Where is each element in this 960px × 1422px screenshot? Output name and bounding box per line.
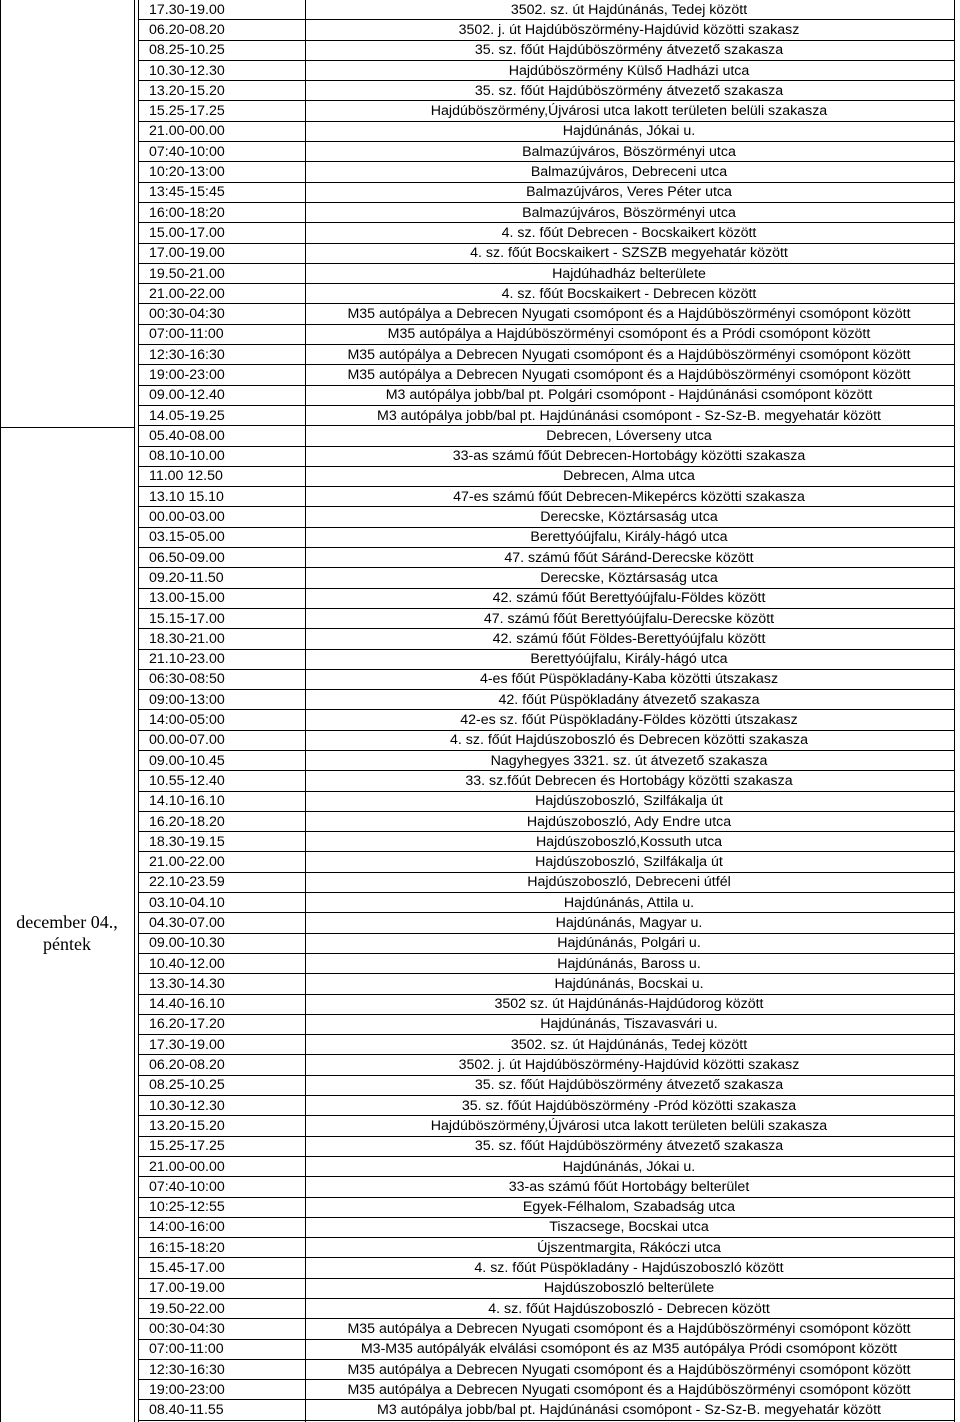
table-row <box>138 1177 954 1197</box>
table-row <box>138 81 954 101</box>
table-row <box>138 426 954 446</box>
location-cell: M3 autópálya jobb/bal pt. Hajdúnánási csomópont - Sz-Sz-B. megyehatár között <box>377 407 881 424</box>
location-cell: Hajdúhadház belterülete <box>552 265 706 282</box>
location-cell: M35 autópálya a Debrecen Nyugati csomópont és a Hajdúböszörményi csomópont között <box>347 366 911 383</box>
location-cell: 4. sz. főút Püspökladány - Hajdúszoboszló között <box>474 1260 784 1277</box>
table-row <box>138 1055 954 1075</box>
table-row <box>138 284 954 304</box>
table-row <box>138 507 954 527</box>
location-cell: Hajdúnánás, Jókai u. <box>562 1158 696 1175</box>
time-cell: 09.00-10.30 <box>149 935 225 952</box>
table-row <box>138 1238 954 1258</box>
location-cell: 4. sz. főút Hajdúszoboszló - Debrecen között <box>488 1300 770 1317</box>
table-row <box>138 1116 954 1136</box>
table-row <box>138 304 954 324</box>
time-cell: 06:30-08:50 <box>149 671 225 688</box>
table-row <box>138 0 954 20</box>
time-cell: 17.00-19.00 <box>149 1280 225 1297</box>
location-cell: Debrecen, Lóverseny utca <box>546 427 712 444</box>
location-cell: 4. sz. főút Bocskaikert - Debrecen között <box>501 285 757 302</box>
table-row <box>138 913 954 933</box>
time-cell: 07:00-11:00 <box>149 326 224 343</box>
date-column-border <box>134 0 135 1422</box>
time-cell: 10:20-13:00 <box>149 164 225 181</box>
location-cell: 3502 sz. út Hajdúnánás-Hajdúdorog között <box>494 996 764 1013</box>
time-cell: 16.20-18.20 <box>149 813 225 830</box>
table-row <box>138 223 954 243</box>
location-cell: 47-es számú főút Debrecen-Mikepércs közötti szakasza <box>453 488 805 505</box>
location-cell: 4. sz. főút Hajdúszoboszló és Debrecen közötti szakasza <box>449 732 809 749</box>
location-cell: Hajdúnánás, Jókai u. <box>562 123 696 140</box>
table-row <box>138 1137 954 1157</box>
time-cell: 04.30-07.00 <box>149 915 225 931</box>
table-row <box>138 61 954 81</box>
location-cell: Hajdúnánás, Magyar u. <box>555 915 703 931</box>
time-cell: 07:40-10:00 <box>149 143 225 160</box>
table-row <box>138 589 954 609</box>
time-cell: 06.50-09.00 <box>149 549 225 566</box>
location-cell: Hajdúböszörmény,Újvárosi utca lakott területen belüli szakasza <box>430 103 828 120</box>
time-cell: 13.20-15.20 <box>149 1117 225 1134</box>
table-row <box>138 609 954 629</box>
table-row <box>138 244 954 264</box>
time-cell: 19:00-23:00 <box>149 1381 225 1398</box>
location-cell: 4. sz. főút Debrecen - Bocskaikert között <box>501 224 757 241</box>
time-cell: 12:30-16:30 <box>149 346 225 363</box>
location-cell: 47. számú főút Sáránd-Derecske között <box>504 549 754 566</box>
time-cell: 06.20-08.20 <box>149 1057 225 1074</box>
time-cell: 08.25-10.25 <box>149 1077 225 1094</box>
location-cell: 33. sz.főút Debrecen és Hortobágy közötti szakasza <box>465 772 793 789</box>
table-row <box>138 792 954 812</box>
day-separator <box>0 427 135 428</box>
time-cell: 21.00-22.00 <box>149 854 225 871</box>
time-cell: 17.30-19.00 <box>149 1036 225 1053</box>
location-cell: 42-es sz. főút Püspökladány-Földes közötti útszakasz <box>460 712 798 729</box>
time-cell: 10:25-12:55 <box>149 1199 225 1216</box>
time-cell: 16.20-17.20 <box>149 1016 225 1033</box>
table-row <box>138 974 954 994</box>
time-cell: 13.20-15.20 <box>149 82 225 99</box>
table-row <box>138 771 954 791</box>
location-cell: Balmazújváros, Veres Péter utca <box>526 184 732 201</box>
table-row <box>138 832 954 852</box>
location-cell: M3-M35 autópályák elválási csomópont és az M35 autópálya Pródi csomópont között <box>360 1341 898 1358</box>
location-cell: Hajdúnánás, Attila u. <box>563 894 695 911</box>
time-cell: 10.55-12.40 <box>149 772 225 789</box>
time-cell: 15.00-17.00 <box>149 224 225 241</box>
time-cell: 11.00 12.50 <box>149 468 223 485</box>
time-cell: 14.05-19.25 <box>149 407 225 424</box>
table-row <box>138 203 954 223</box>
table-row <box>138 995 954 1015</box>
location-cell: Debrecen, Alma utca <box>563 468 695 485</box>
table-row <box>138 1400 954 1420</box>
location-cell: 33-as számú főút Hortobágy belterület <box>508 1178 750 1195</box>
location-cell: Hajdúszoboszló, Ady Endre utca <box>526 813 732 830</box>
location-cell: Balmazújváros, Debreceni utca <box>530 164 728 181</box>
time-cell: 09.00-12.40 <box>149 387 225 404</box>
table-row <box>138 1258 954 1278</box>
table-row <box>138 1279 954 1299</box>
table-row <box>138 548 954 568</box>
location-cell: Balmazújváros, Böszörményi utca <box>522 143 736 160</box>
table-row <box>138 731 954 751</box>
location-cell: 35. sz. főút Hajdúböszörmény átvezető szakasza <box>474 1138 784 1155</box>
time-cell: 09:00-13:00 <box>149 691 225 708</box>
table-row <box>138 1076 954 1096</box>
table-row <box>138 1360 954 1380</box>
table-row <box>138 183 954 203</box>
table-row <box>138 345 954 365</box>
table-row <box>138 325 954 345</box>
table-row <box>138 893 954 913</box>
table-row <box>138 852 954 872</box>
location-cell: Berettyóújfalu, Király-hágó utca <box>530 529 728 546</box>
location-cell: 42. számú főút Földes-Berettyóújfalu között <box>492 630 766 647</box>
time-cell: 17.00-19.00 <box>149 245 225 262</box>
location-cell: Hajdúböszörmény Külső Hadházi utca <box>508 62 750 79</box>
table-row <box>138 934 954 954</box>
location-cell: Hajdúnánás, Bocskai u. <box>554 975 704 992</box>
time-cell: 07:40-10:00 <box>149 1178 225 1195</box>
location-cell: 3502. j. út Hajdúböszörmény-Hajdúvid közötti szakasz <box>458 21 800 38</box>
time-cell: 21.10-23.00 <box>149 651 225 668</box>
location-cell: Hajdúszoboszló, Debreceni útfél <box>527 874 731 891</box>
time-cell: 12:30-16:30 <box>149 1361 225 1378</box>
table-row <box>138 954 954 974</box>
time-cell: 10.30-12.30 <box>149 1097 225 1114</box>
table-row <box>138 1299 954 1319</box>
time-cell: 13.10 15.10 <box>149 488 224 505</box>
time-cell: 08.10-10.00 <box>149 448 225 465</box>
schedule-rows <box>138 0 954 1421</box>
location-cell: 47. számú főút Berettyóújfalu-Derecske között <box>483 610 775 627</box>
location-cell: Hajdúnánás, Polgári u. <box>557 935 701 952</box>
table-row <box>138 650 954 670</box>
table-row <box>138 690 954 710</box>
day-label <box>0 911 134 955</box>
location-cell: 35. sz. főút Hajdúböszörmény átvezető szakasza <box>474 42 784 59</box>
table-row <box>138 1096 954 1116</box>
time-cell: 13:45-15:45 <box>149 184 225 201</box>
time-cell: 00.00-07.00 <box>149 732 225 749</box>
time-cell: 08.25-10.25 <box>149 42 225 59</box>
table-row <box>138 528 954 548</box>
time-cell: 13.00-15.00 <box>149 590 225 607</box>
table-row <box>138 751 954 771</box>
table-row <box>138 386 954 406</box>
time-cell: 00:30-04:30 <box>149 1320 225 1337</box>
table-row <box>138 1015 954 1035</box>
table-row <box>138 1035 954 1055</box>
table-row <box>138 1380 954 1400</box>
time-cell: 16:15-18:20 <box>149 1239 225 1256</box>
location-cell: Hajdúböszörmény,Újvárosi utca lakott területen belüli szakasza <box>430 1117 828 1134</box>
time-cell: 09.20-11.50 <box>149 569 224 586</box>
time-cell: 10.30-12.30 <box>149 62 225 79</box>
time-cell: 07:00-11:00 <box>149 1341 224 1358</box>
location-cell: 42. számú főút Berettyóújfalu-Földes között <box>492 590 766 607</box>
location-cell: 42. főút Püspökladány átvezető szakasza <box>498 691 760 708</box>
table-row <box>138 1218 954 1238</box>
location-cell: Tiszacsege, Bocskai utca <box>549 1219 709 1236</box>
table-row <box>138 162 954 182</box>
time-cell: 14:00-05:00 <box>149 712 225 729</box>
table-row <box>138 670 954 690</box>
table-row <box>138 487 954 507</box>
location-cell: Derecske, Köztársaság utca <box>540 569 718 586</box>
table-row <box>138 122 954 142</box>
day-label-date: december 04., <box>16 912 118 932</box>
time-cell: 18.30-21.00 <box>149 630 225 647</box>
location-cell: Hajdúszoboszló, Szilfákalja út <box>535 854 723 871</box>
time-cell: 06.20-08.20 <box>149 21 225 38</box>
location-cell: M35 autópálya a Debrecen Nyugati csomópont és a Hajdúböszörményi csomópont között <box>347 346 911 363</box>
time-cell: 10.40-12.00 <box>149 955 225 972</box>
location-cell: Hajdúnánás, Baross u. <box>557 955 701 972</box>
location-cell: 4. sz. főút Bocskaikert - SZSZB megyehatár között <box>470 245 788 262</box>
table-row <box>138 101 954 121</box>
location-cell: Hajdúszoboszló, Szilfákalja út <box>535 793 723 810</box>
location-cell: 35. sz. főút Hajdúböszörmény átvezető szakasza <box>474 82 784 99</box>
table-row <box>138 365 954 385</box>
time-cell: 21.00-00.00 <box>149 123 225 140</box>
time-cell: 14.10-16.10 <box>149 793 225 810</box>
location-cell: Derecske, Köztársaság utca <box>540 509 718 526</box>
right-border <box>954 0 955 1422</box>
time-cell: 03.15-05.00 <box>149 529 225 546</box>
table-row <box>138 1157 954 1177</box>
location-cell: Egyek-Félhalom, Szabadság utca <box>522 1199 736 1216</box>
location-cell: 33-as számú főút Debrecen-Hortobágy közötti szakasza <box>452 448 806 465</box>
table-row <box>138 41 954 61</box>
table-row <box>138 1319 954 1339</box>
table-row <box>138 629 954 649</box>
location-cell: 3502. sz. út Hajdúnánás, Tedej között <box>510 1036 748 1053</box>
location-cell: 3502. sz. út Hajdúnánás, Tedej között <box>510 1 748 18</box>
time-cell: 00.00-03.00 <box>149 509 225 526</box>
time-cell: 22.10-23.59 <box>149 874 225 891</box>
location-cell: M3 autópálya jobb/bal pt. Hajdúnánási csomópont - Sz-Sz-B. megyehatár között <box>377 1402 881 1419</box>
location-cell: 3502. j. út Hajdúböszörmény-Hajdúvid közötti szakasz <box>458 1057 800 1074</box>
time-cell: 16:00-18:20 <box>149 204 225 221</box>
time-cell: 15.45-17.00 <box>149 1260 225 1277</box>
time-cell: 14.40-16.10 <box>149 996 225 1013</box>
table-row <box>138 406 954 426</box>
table-row <box>138 264 954 284</box>
location-cell: 35. sz. főút Hajdúböszörmény átvezető szakasza <box>474 1077 784 1094</box>
time-cell: 21.00-22.00 <box>149 285 225 302</box>
table-row <box>138 873 954 893</box>
time-cell: 15.15-17.00 <box>149 610 225 627</box>
time-cell: 03.10-04.10 <box>149 894 225 911</box>
location-cell: Újszentmargita, Rákóczi utca <box>537 1239 721 1256</box>
time-cell: 15.25-17.25 <box>149 103 225 120</box>
time-cell: 00:30-04:30 <box>149 306 225 323</box>
location-cell: M35 autópálya a Debrecen Nyugati csomópont és a Hajdúböszörményi csomópont között <box>347 306 911 323</box>
location-cell: M3 autópálya jobb/bal pt. Polgári csomópont - Hajdúnánási csomópont között <box>385 387 873 404</box>
time-cell: 14:00-16:00 <box>149 1219 225 1236</box>
table-row <box>138 568 954 588</box>
table-row <box>138 142 954 162</box>
time-cell: 21.00-00.00 <box>149 1158 225 1175</box>
left-border <box>0 0 1 1422</box>
location-cell: M35 autópálya a Hajdúböszörményi csomópont és a Pródi csomópont között <box>387 326 871 343</box>
table-row <box>138 710 954 730</box>
time-cell: 19.50-22.00 <box>149 1300 225 1317</box>
location-cell: Hajdúszoboszló,Kossuth utca <box>535 833 723 850</box>
table-row <box>138 812 954 832</box>
location-cell: M35 autópálya a Debrecen Nyugati csomópont és a Hajdúböszörményi csomópont között <box>347 1320 911 1337</box>
time-cell: 13.30-14.30 <box>149 975 225 992</box>
time-cell: 05.40-08.00 <box>149 427 225 444</box>
time-cell: 19.50-21.00 <box>149 265 225 282</box>
location-cell: 35. sz. főút Hajdúböszörmény -Pród közötti szakasza <box>461 1097 797 1114</box>
location-cell: Nagyhegyes 3321. sz. út átvezető szakasza <box>490 752 768 769</box>
time-cell: 09.00-10.45 <box>149 752 225 769</box>
time-cell: 17.30-19.00 <box>149 1 225 18</box>
location-cell: Hajdúszoboszló belterülete <box>543 1280 715 1297</box>
time-cell: 18.30-19.15 <box>149 833 225 850</box>
table-row <box>138 1340 954 1360</box>
location-cell: Berettyóújfalu, Király-hágó utca <box>530 651 728 668</box>
time-cell: 08.40-11.55 <box>149 1402 224 1419</box>
table-row <box>138 20 954 40</box>
location-cell: Hajdúnánás, Tiszavasvári u. <box>540 1016 718 1033</box>
day-label-weekday: péntek <box>43 934 91 954</box>
table-row <box>138 447 954 467</box>
time-cell: 19:00-23:00 <box>149 366 225 383</box>
location-cell: 4-es főút Püspökladány-Kaba közötti útszakasz <box>479 671 779 688</box>
time-cell: 15.25-17.25 <box>149 1138 225 1155</box>
location-cell: Balmazújváros, Böszörményi utca <box>522 204 736 221</box>
location-cell: M35 autópálya a Debrecen Nyugati csomópont és a Hajdúböszörményi csomópont között <box>347 1361 911 1378</box>
table-row <box>138 1198 954 1218</box>
location-cell: M35 autópálya a Debrecen Nyugati csomópont és a Hajdúböszörményi csomópont között <box>347 1381 911 1398</box>
table-row <box>138 467 954 487</box>
